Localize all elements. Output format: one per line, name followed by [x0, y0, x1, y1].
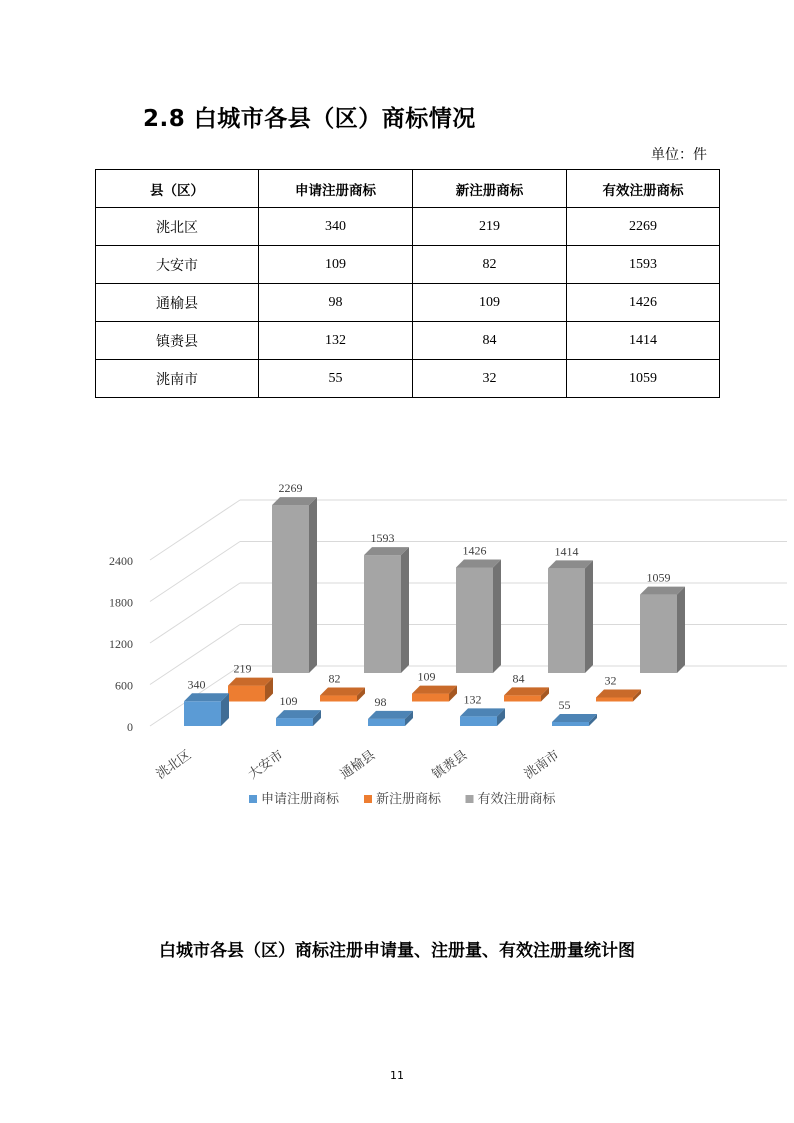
data-label: 82 — [328, 671, 341, 686]
y-tick-label: 600 — [115, 678, 133, 693]
trademark-3d-bar-chart — [0, 470, 794, 830]
table-cell: 109 — [259, 246, 413, 284]
section-heading: 2.8 白城市各县（区）商标情况 — [143, 106, 476, 132]
unit-label: 单位：件 — [651, 147, 707, 163]
bar-front — [504, 695, 541, 701]
table-cell: 84 — [413, 322, 567, 360]
bar-front — [548, 568, 585, 673]
table-row — [96, 284, 720, 322]
x-category-label: 镇赉县 — [429, 747, 471, 783]
bar-front — [276, 718, 313, 726]
bar-front — [596, 698, 633, 702]
y-tick-label: 1200 — [109, 637, 133, 651]
x-category-label: 通榆县 — [337, 747, 379, 783]
x-category-label: 洮南市 — [521, 747, 563, 783]
bar-front — [552, 722, 589, 726]
table-cell: 大安市 — [96, 246, 259, 284]
bar-front — [640, 595, 677, 673]
table-cell: 55 — [259, 360, 413, 398]
data-label: 1593 — [370, 531, 395, 546]
data-label: 132 — [463, 692, 482, 707]
page-number: 11 — [390, 1069, 404, 1082]
table-cell: 132 — [259, 322, 413, 360]
table-row — [96, 360, 720, 398]
bar-front — [460, 716, 497, 726]
data-label: 32 — [604, 673, 617, 688]
data-label: 98 — [374, 694, 387, 709]
table-cell: 通榆县 — [96, 284, 259, 322]
column-header: 有效注册商标 — [567, 170, 720, 208]
bar-front — [228, 686, 265, 702]
bar-front — [456, 567, 493, 673]
chart-caption: 白城市各县（区）商标注册申请量、注册量、有效注册量统计图 — [159, 941, 635, 961]
legend-swatch — [466, 795, 474, 803]
data-label: 55 — [558, 698, 571, 712]
legend-label: 申请注册商标 — [261, 792, 340, 807]
bar-front — [184, 701, 221, 726]
y-tick-label: 2400 — [109, 554, 133, 568]
table-cell: 1414 — [567, 322, 720, 360]
bar-front — [368, 719, 405, 726]
data-label: 1059 — [646, 570, 671, 585]
bar-side — [401, 547, 409, 673]
table-cell: 镇赉县 — [96, 322, 259, 360]
data-label: 1426 — [462, 543, 487, 558]
column-header: 申请注册商标 — [259, 170, 413, 208]
x-category-label: 大安市 — [245, 747, 287, 783]
bar-front — [364, 555, 401, 673]
bar-side — [677, 587, 685, 673]
x-category-label: 洮北区 — [153, 747, 195, 783]
y-tick-label: 1800 — [109, 595, 133, 610]
legend-label: 有效注册商标 — [477, 792, 556, 807]
table-cell: 109 — [413, 284, 567, 322]
y-tick-label: 0 — [127, 720, 133, 734]
table-cell: 82 — [413, 246, 567, 284]
table-row — [96, 208, 720, 246]
data-label: 219 — [233, 661, 252, 676]
bar-side — [309, 497, 317, 673]
bar-side — [493, 559, 501, 673]
table-cell: 340 — [259, 208, 413, 246]
bar-front — [320, 696, 357, 702]
bar-front — [412, 694, 449, 702]
bar-front — [272, 505, 309, 673]
table-header-row — [96, 170, 720, 208]
table-cell: 洮南市 — [96, 360, 259, 398]
table-cell: 2269 — [567, 208, 720, 246]
data-label: 1414 — [554, 544, 579, 559]
table-cell: 98 — [259, 284, 413, 322]
bar-side — [585, 560, 593, 673]
legend-swatch — [249, 795, 257, 803]
column-header: 县（区） — [96, 170, 259, 208]
table-cell: 219 — [413, 208, 567, 246]
table-cell: 1059 — [567, 360, 720, 398]
data-label: 2269 — [278, 481, 303, 496]
legend-swatch — [364, 795, 372, 803]
table-cell: 1426 — [567, 284, 720, 322]
data-label: 340 — [187, 677, 206, 692]
data-label: 84 — [512, 671, 525, 686]
table-row — [96, 246, 720, 284]
table-cell: 32 — [413, 360, 567, 398]
data-label: 109 — [417, 669, 436, 684]
trademark-table — [95, 169, 720, 398]
table-cell: 洮北区 — [96, 208, 259, 246]
table-cell: 1593 — [567, 246, 720, 284]
legend-label: 新注册商标 — [376, 792, 442, 807]
table-row — [96, 322, 720, 360]
column-header: 新注册商标 — [413, 170, 567, 208]
data-label: 109 — [279, 694, 298, 709]
